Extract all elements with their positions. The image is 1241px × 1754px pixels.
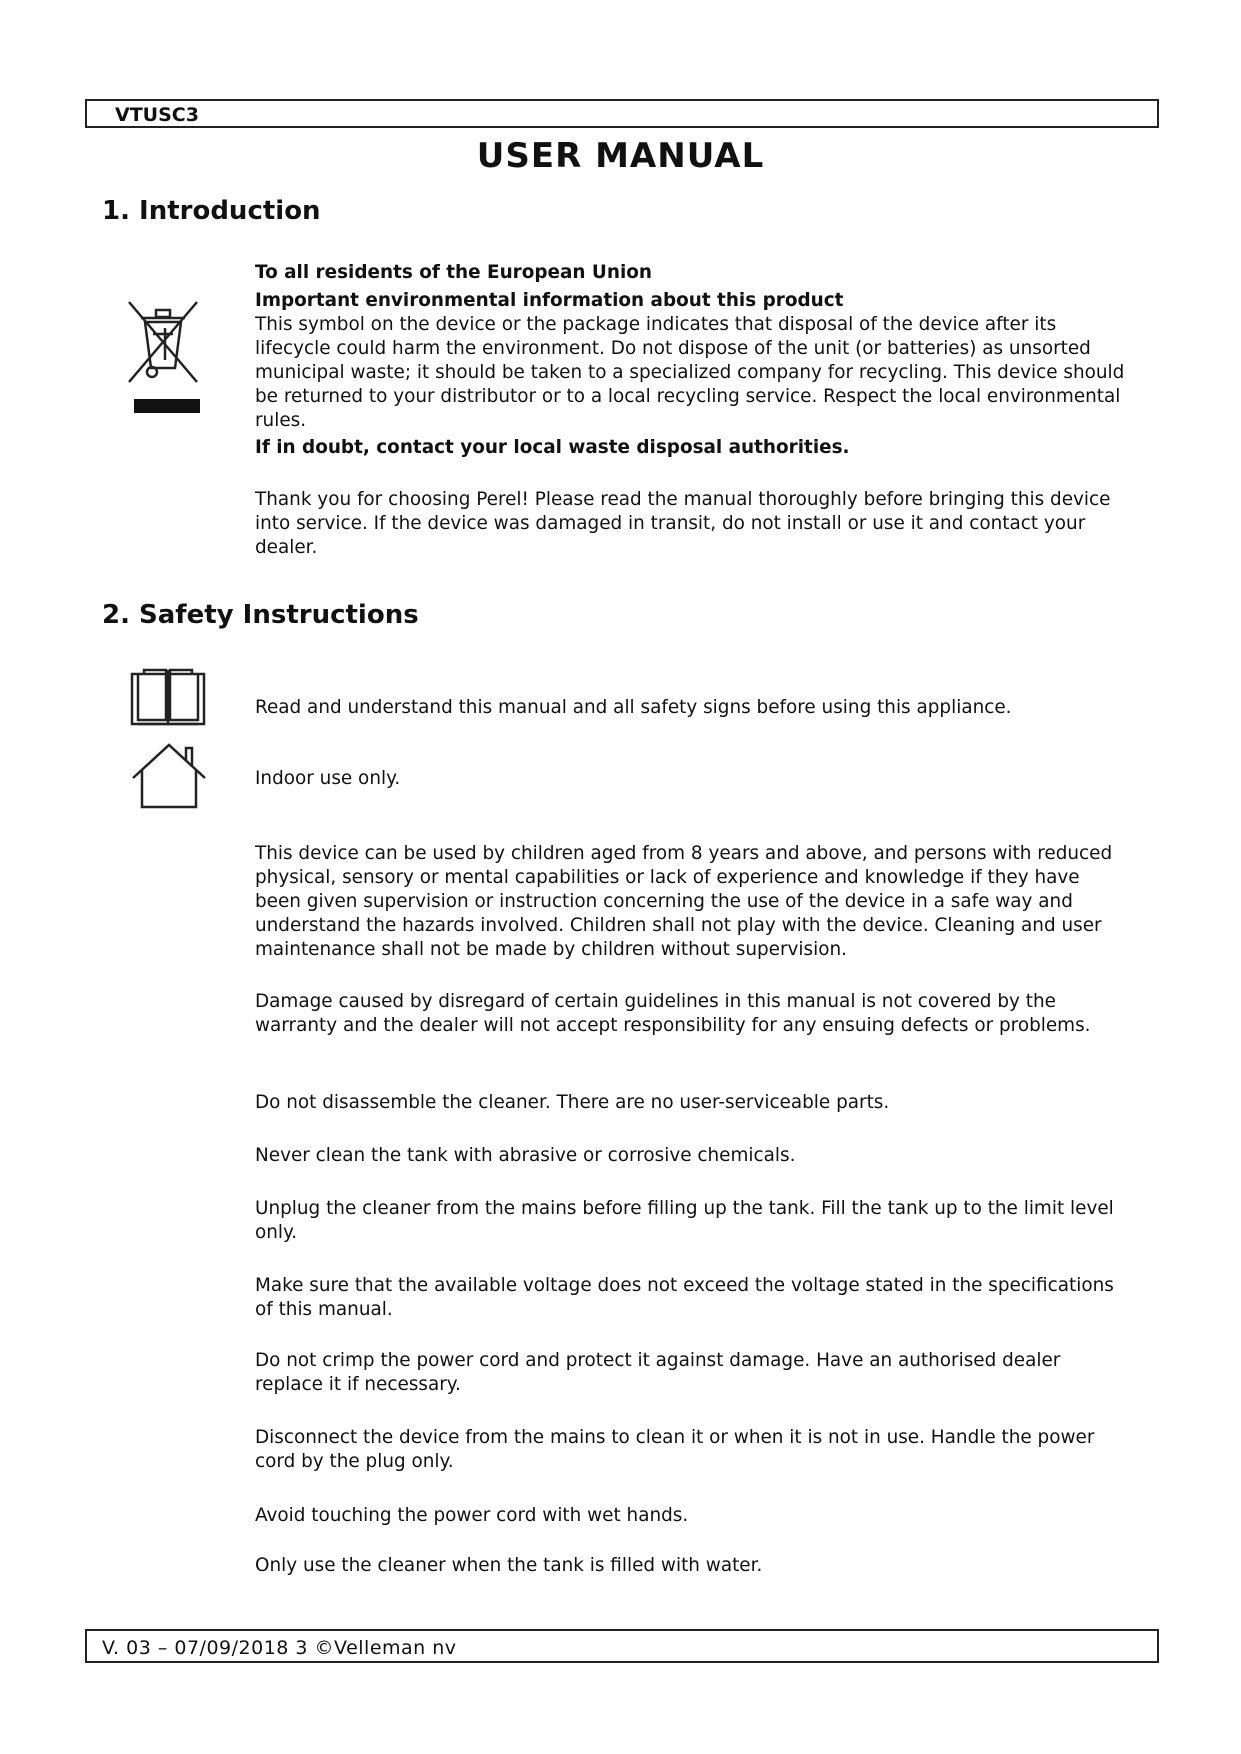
thank-you-text: Thank you for choosing Perel! Please read the manual thoroughly before bringing this device into service. If the device was damaged in transit, do not install or use it and contact your dealer.: [255, 489, 1111, 558]
section-heading-introduction: 1. Introduction: [102, 196, 321, 226]
safety-item: Unplug the cleaner from the mains before filling up the tank. Fill the tank up to the limit level only.: [255, 1198, 1114, 1243]
safety-item: Damage caused by disregard of certain guidelines in this manual is not covered by the warranty and the dealer will not accept responsibility for any ensuing defects or problems.: [255, 991, 1091, 1036]
safety-item: Avoid touching the power cord with wet hands.: [255, 1505, 689, 1526]
read-manual-book-icon: [130, 666, 206, 728]
eu-disposal-text: This symbol on the device or the package indicates that disposal of the device after its lifecycle could harm the environment. Do not dispose of the unit (or batteries) as unsorted municipal waste; it should be taken to a specialized company for recycling. This device should be returned to your distributor or to a local recycling service. Respect the local environmental rules.: [255, 314, 1125, 431]
safety-item: Disconnect the device from the mains to clean it or when it is not in use. Handle the power cord by the plug only.: [255, 1427, 1095, 1472]
safety-item: Do not disassemble the cleaner. There are no user-serviceable parts.: [255, 1092, 890, 1113]
eu-environment-title: Important environmental information about this product: [255, 290, 844, 311]
footer-bar: [85, 1629, 1159, 1663]
indoor-house-icon: [130, 742, 208, 810]
indoor-use-text: Indoor use only.: [255, 768, 401, 789]
header-bar: [85, 99, 1159, 128]
eu-doubt-text: If in doubt, contact your local waste disposal authorities.: [255, 437, 850, 458]
safety-item: Make sure that the available voltage does not exceed the voltage stated in the specifications of this manual.: [255, 1275, 1114, 1320]
safety-item: This device can be used by children aged from 8 years and above, and persons with reduced physical, sensory or mental capabilities or lack of experience and knowledge if they have been given supervision or instruction concerning the use of the device in a safe way and understand the hazards involved. Children shall not play with the device. Cleaning and user maintenance shall not be made by children without supervision.: [255, 843, 1113, 960]
section-heading-safety: 2. Safety Instructions: [102, 600, 419, 630]
model-number: VTUSC3: [115, 104, 199, 126]
footer-version: V. 03 – 07/09/2018 3 ©Velleman nv: [102, 1637, 457, 1659]
safety-item: Only use the cleaner when the tank is filled with water.: [255, 1555, 763, 1576]
safety-item: Do not crimp the power cord and protect it against damage. Have an authorised dealer replace it if necessary.: [255, 1350, 1061, 1395]
page-title: USER MANUAL: [476, 136, 765, 176]
read-manual-text: Read and understand this manual and all safety signs before using this appliance.: [255, 697, 1012, 718]
weee-crossed-bin-icon: [125, 300, 205, 418]
safety-item: Never clean the tank with abrasive or corrosive chemicals.: [255, 1145, 796, 1166]
eu-residents-title: To all residents of the European Union: [255, 262, 652, 283]
